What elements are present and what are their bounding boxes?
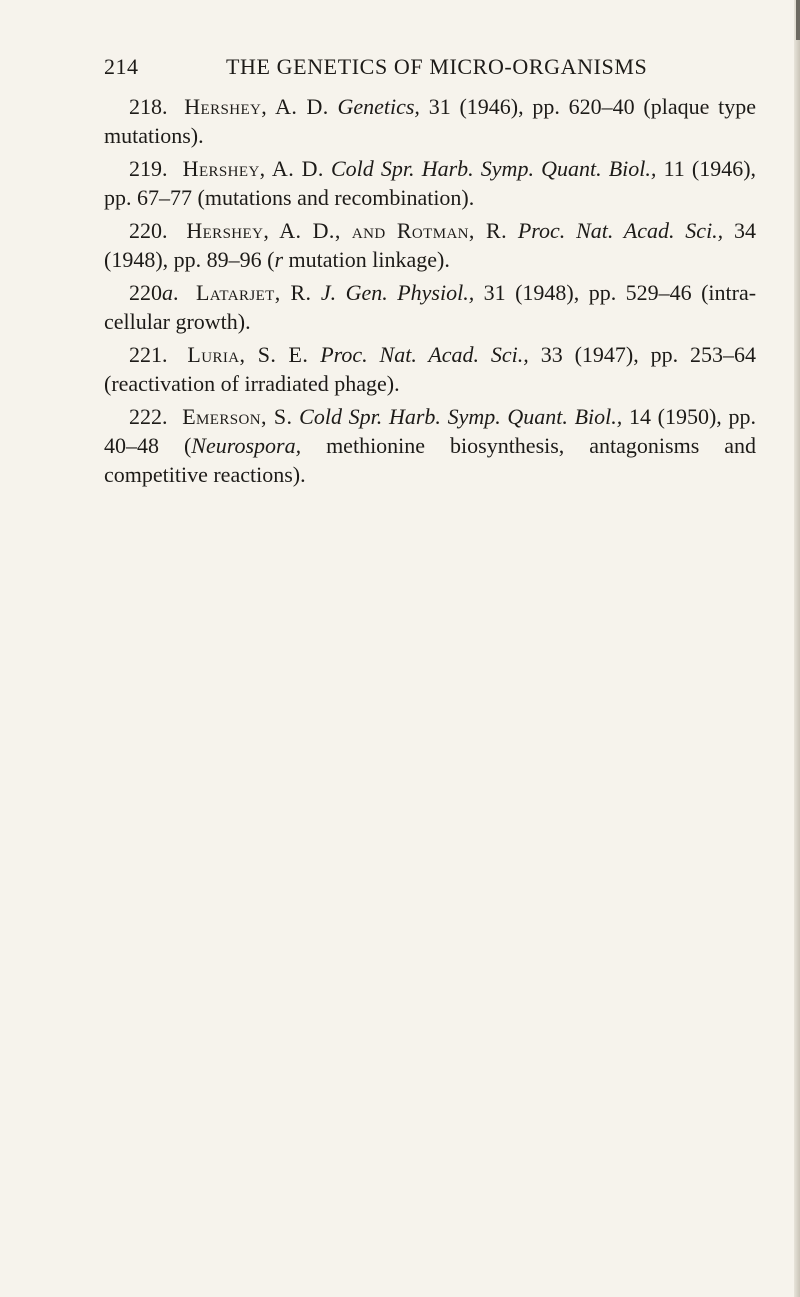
reference-authors: Hershey, A. D. bbox=[184, 94, 329, 119]
reference-journal: Cold Spr. Harb. Symp. Quant. Biol., bbox=[299, 404, 623, 429]
running-head: THE GENETICS OF MICRO-ORGANISMS bbox=[226, 54, 648, 79]
reference-authors: Hershey, A. D. bbox=[182, 156, 324, 181]
reference-details: 11 (1946), pp. 67–77 (mutations and recombination). bbox=[104, 156, 757, 210]
reference-details-pre: 34 (1948), pp. 89–96 ( bbox=[104, 218, 756, 272]
reference-details-italic: Neurospora, bbox=[191, 433, 302, 458]
reference-220a bbox=[104, 278, 756, 336]
page-header bbox=[104, 54, 754, 88]
reference-journal: Proc. Nat. Acad. Sci., bbox=[320, 342, 529, 367]
reference-authors: Emerson, S. bbox=[182, 404, 293, 429]
reference-journal: J. Gen. Physiol., bbox=[320, 280, 475, 305]
reference-number-main: 220 bbox=[129, 280, 162, 305]
reference-number-dot: . bbox=[173, 280, 179, 305]
page-edge-mark bbox=[796, 0, 800, 40]
reference-journal: Genetics, bbox=[337, 94, 420, 119]
reference-journal: Proc. Nat. Acad. Sci., bbox=[517, 218, 724, 243]
reference-details: 31 (1948), pp. 529–46 (intra-cellular growth). bbox=[104, 280, 757, 334]
reference-authors: Hershey, A. D., and Rotman, R. bbox=[186, 218, 508, 243]
reference-219 bbox=[104, 154, 756, 212]
reference-number bbox=[129, 278, 179, 307]
reference-details-pre: 14 (1950), pp. 40–48 ( bbox=[104, 404, 756, 458]
reference-details-post: mutation linkage). bbox=[283, 247, 450, 272]
page-number: 214 bbox=[104, 54, 139, 79]
reference-number: 219. bbox=[129, 156, 168, 181]
reference-details-italic: r bbox=[274, 247, 284, 272]
reference-220 bbox=[104, 216, 756, 274]
reference-authors: Luria, S. E. bbox=[187, 342, 309, 367]
reference-218 bbox=[104, 92, 756, 150]
reference-details-post: methionine biosynthesis, antagonisms and competitive reactions). bbox=[104, 433, 756, 487]
reference-number: 222. bbox=[129, 404, 168, 429]
reference-list bbox=[104, 92, 756, 493]
reference-number-suffix: a bbox=[162, 280, 173, 305]
reference-222 bbox=[104, 402, 756, 489]
reference-number: 218. bbox=[129, 94, 168, 119]
reference-details: 33 (1947), pp. 253–64 (reactivation of irradiated phage). bbox=[104, 342, 757, 396]
reference-authors: Latarjet, R. bbox=[195, 280, 312, 305]
reference-journal: Cold Spr. Harb. Symp. Quant. Biol., bbox=[331, 156, 657, 181]
reference-number: 221. bbox=[129, 342, 168, 367]
reference-number: 220. bbox=[129, 218, 168, 243]
reference-221 bbox=[104, 340, 756, 398]
reference-details: 31 (1946), pp. 620–40 (plaque type mutations). bbox=[104, 94, 757, 148]
page-edge bbox=[794, 0, 800, 1297]
